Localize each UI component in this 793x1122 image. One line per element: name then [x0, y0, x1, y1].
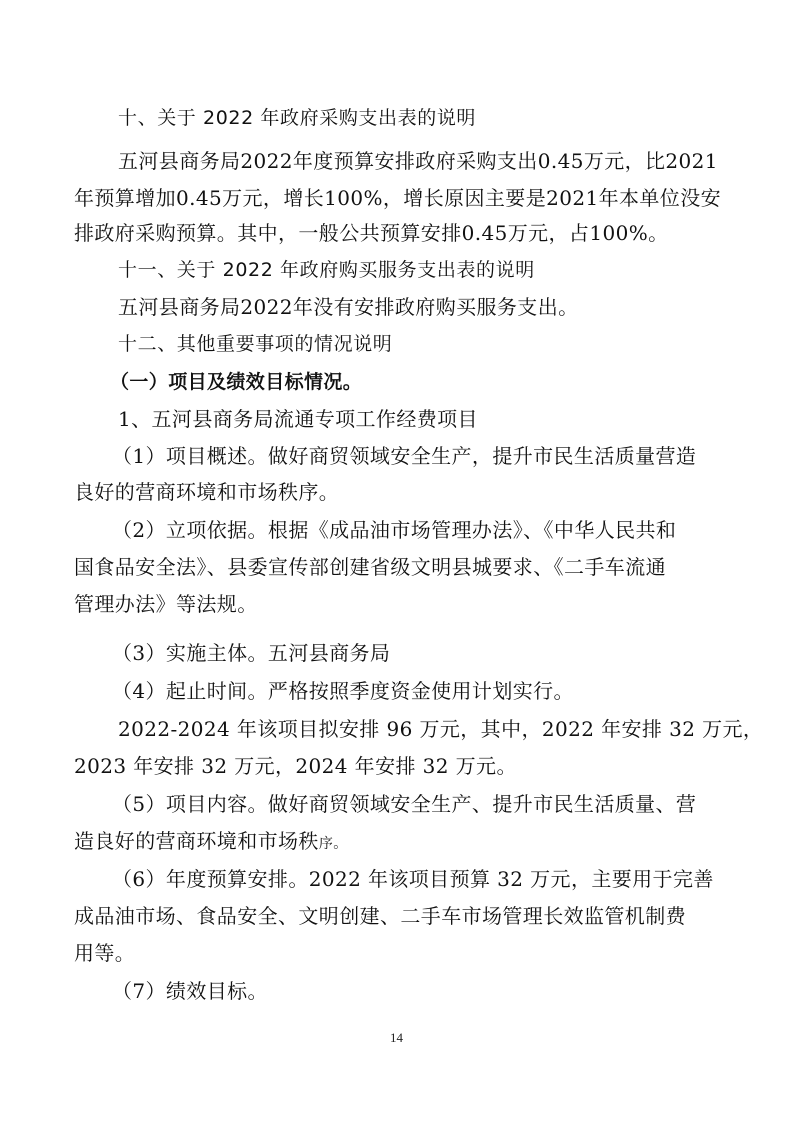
- section-11-heading: 十一、关于 2022 年政府购买服务支出表的说明: [118, 259, 535, 281]
- paragraph-line: 2023 年安排 32 万元，2024 年安排 32 万元。: [74, 754, 517, 778]
- paragraph-line: （6）年度预算安排。2022 年该项目预算 32 万元，主要用于完善: [112, 867, 714, 891]
- paragraph-line: （3）实施主体。五河县商务局: [112, 641, 391, 665]
- paragraph-line: 排政府采购预算。其中，一般公共预算安排0.45万元，占100%。: [74, 221, 669, 245]
- paragraph-line: （2）立项依据。根据《成品油市场管理办法》、《中华人民共和: [112, 518, 677, 542]
- paragraph-line: 2022-2024 年该项目拟安排 96 万元，其中，2022 年安排 32 万元，: [118, 717, 764, 741]
- paragraph-line: （5）项目内容。做好商贸领域安全生产、提升市民生活质量、营: [112, 792, 697, 816]
- paragraph-line: 国食品安全法》、县委宣传部创建省级文明县城要求、《二手车流通: [74, 555, 666, 579]
- project-title: 1、五河县商务局流通专项工作经费项目: [118, 407, 478, 431]
- section-10-heading: 十、关于 2022 年政府采购支出表的说明: [118, 107, 477, 129]
- paragraph-line: [74, 827, 348, 858]
- paragraph-line: （7）绩效目标。: [112, 979, 268, 1003]
- paragraph-line: 良好的营商环境和市场秩序。: [74, 480, 340, 504]
- page-number: 14: [390, 1030, 403, 1045]
- section-12-heading: 十二、其他重要事项的情况说明: [118, 333, 393, 355]
- paragraph-line: 成品油市场、食品安全、文明创建、二手车市场管理长效监管机制费: [74, 904, 686, 928]
- paragraph-line: 年预算增加0.45万元，增长100%，增长原因主要是2021年本单位没安: [74, 186, 722, 210]
- paragraph-text: 造良好的营商环境和市场秩: [74, 829, 319, 853]
- paragraph-text-small: 序。: [318, 836, 348, 852]
- paragraph-line: 管理办法》等法规。: [74, 592, 258, 616]
- paragraph-line: （4）起止时间。严格按照季度资金使用计划实行。: [112, 679, 574, 703]
- subsection-heading: （一）项目及绩效目标情况。: [110, 371, 363, 393]
- paragraph-line: 五河县商务局2022年度预算安排政府采购支出0.45万元，比2021: [118, 149, 718, 173]
- paragraph-line: 五河县商务局2022年没有安排政府购买服务支出。: [118, 295, 579, 319]
- paragraph-line: 用等。: [74, 941, 136, 965]
- paragraph-line: （1）项目概述。做好商贸领域安全生产，提升市民生活质量营造: [112, 444, 697, 468]
